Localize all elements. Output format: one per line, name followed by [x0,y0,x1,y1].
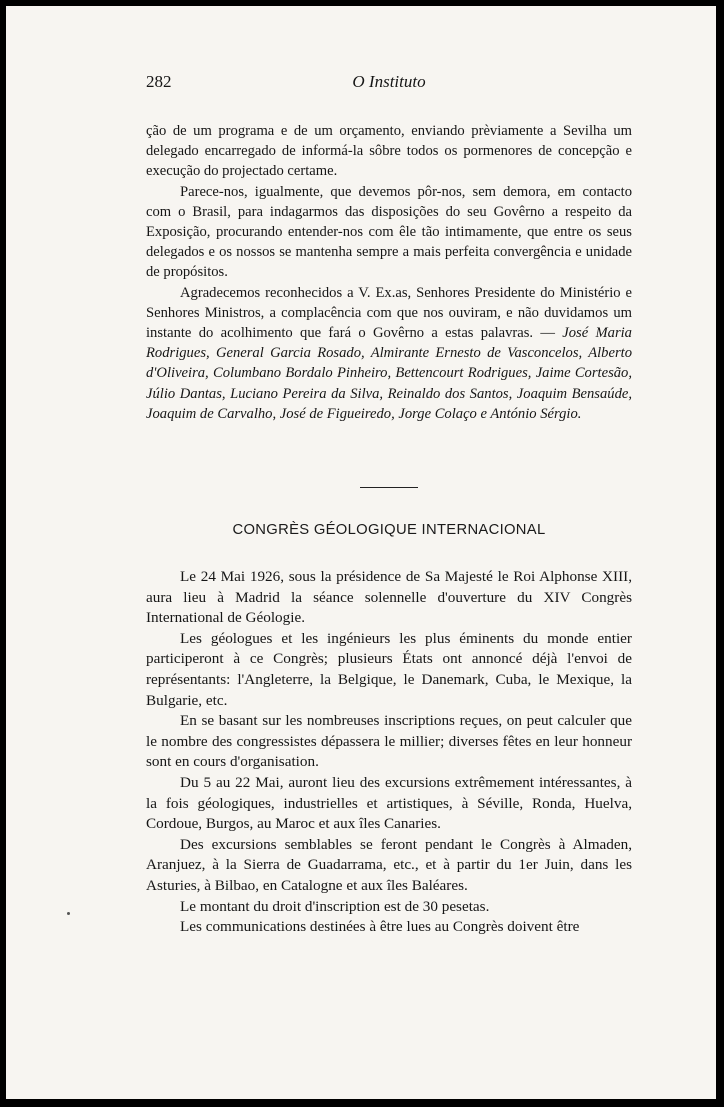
congress-text-block [146,567,632,938]
paragraph-with-signatories [146,283,632,424]
paragraph: Les géologues et les ingénieurs les plus éminents du monde entier participeront à ce Congrès; plusieurs États ont annoncé déjà l'envoi de représentants: l'Angleterre, la Belgique, le Danemark, Cuba, le Mexique, la Bulgarie, etc. [146,629,632,709]
paragraph-text: Agradecemos reconhecidos a V. Ex.as, Senhores Presidente do Ministério e Senhores Ministros, a complacência com que nos ouviram, e não duvidamos um instante do acolhimento que fará o Govêrno a estas palavras. — [146,284,632,342]
paragraph: Le montant du droit d'inscription est de 30 pesetas. [180,897,490,915]
page-header [146,72,632,96]
running-title: O Instituto [352,72,426,91]
paragraph: Du 5 au 22 Mai, auront lieu des excursions extrêmement intéressantes, à la fois géologiques, industrielles et artistiques, à Séville, Ronda, Huelva, Cordoue, Burgos, au Maroc et aux îles Canaries. [146,773,632,833]
paragraph: Parece-nos, igualmente, que devemos pôr-nos, sem demora, em contacto com o Brasil, para indagarmos das disposições do seu Govêrno a respeito da Exposição, procurando entender-nos com êle tão intimamente, que entre os seus delegados e os nossos se mantenha sempre a mais perfeita convergência e unidade de propósitos. [146,183,632,281]
book-page [6,6,716,1099]
section-divider [360,487,418,488]
paragraph: ção de um programa e de um orçamento, enviando prèviamente a Sevilha um delegado encarregado de informá-la sôbre todos os pormenores de concepção e execução do projectado certame. [146,123,632,180]
signatories-list: José Maria Rodrigues, General Garcia Rosado, Almirante Ernesto de Vasconcelos, Alberto d'Oliveira, Columbano Bordalo Pinheiro, Bettencourt Rodrigues, Jaime Cortesão, Júlio Dantas, Luciano Pereira da Silva, Reinaldo dos Santos, Joaquim Bensaúde, Joaquim de Carvalho, José de Figueiredo, Jorge Colaço e António Sérgio. [146,325,632,422]
paragraph: En se basant sur les nombreuses inscriptions reçues, on peut calculer que le nombre des congressistes dépassera le millier; diverses fêtes en leur honneur sont en cours d'organisation. [146,712,632,771]
margin-mark [67,912,70,915]
portuguese-text-block [146,121,632,424]
section-heading: CONGRÈS GÉOLOGIQUE INTERNACIONAL [232,522,546,538]
page-number: 282 [146,72,172,91]
paragraph: Le 24 Mai 1926, sous la présidence de Sa Majesté le Roi Alphonse XIII, aura lieu à Madrid la séance solennelle d'ouverture du XIV Congrès International de Géologie. [146,568,632,627]
paragraph: Les communications destinées à être lues au Congrès doivent être [180,918,580,936]
paragraph: Des excursions semblables se feront pendant le Congrès à Almaden, Aranjuez, à la Sierra de Guadarrama, etc., et à partir du 1er Juin, dans les Asturies, à Bilbao, en Catalogne et aux îles Baléares. [146,835,632,894]
